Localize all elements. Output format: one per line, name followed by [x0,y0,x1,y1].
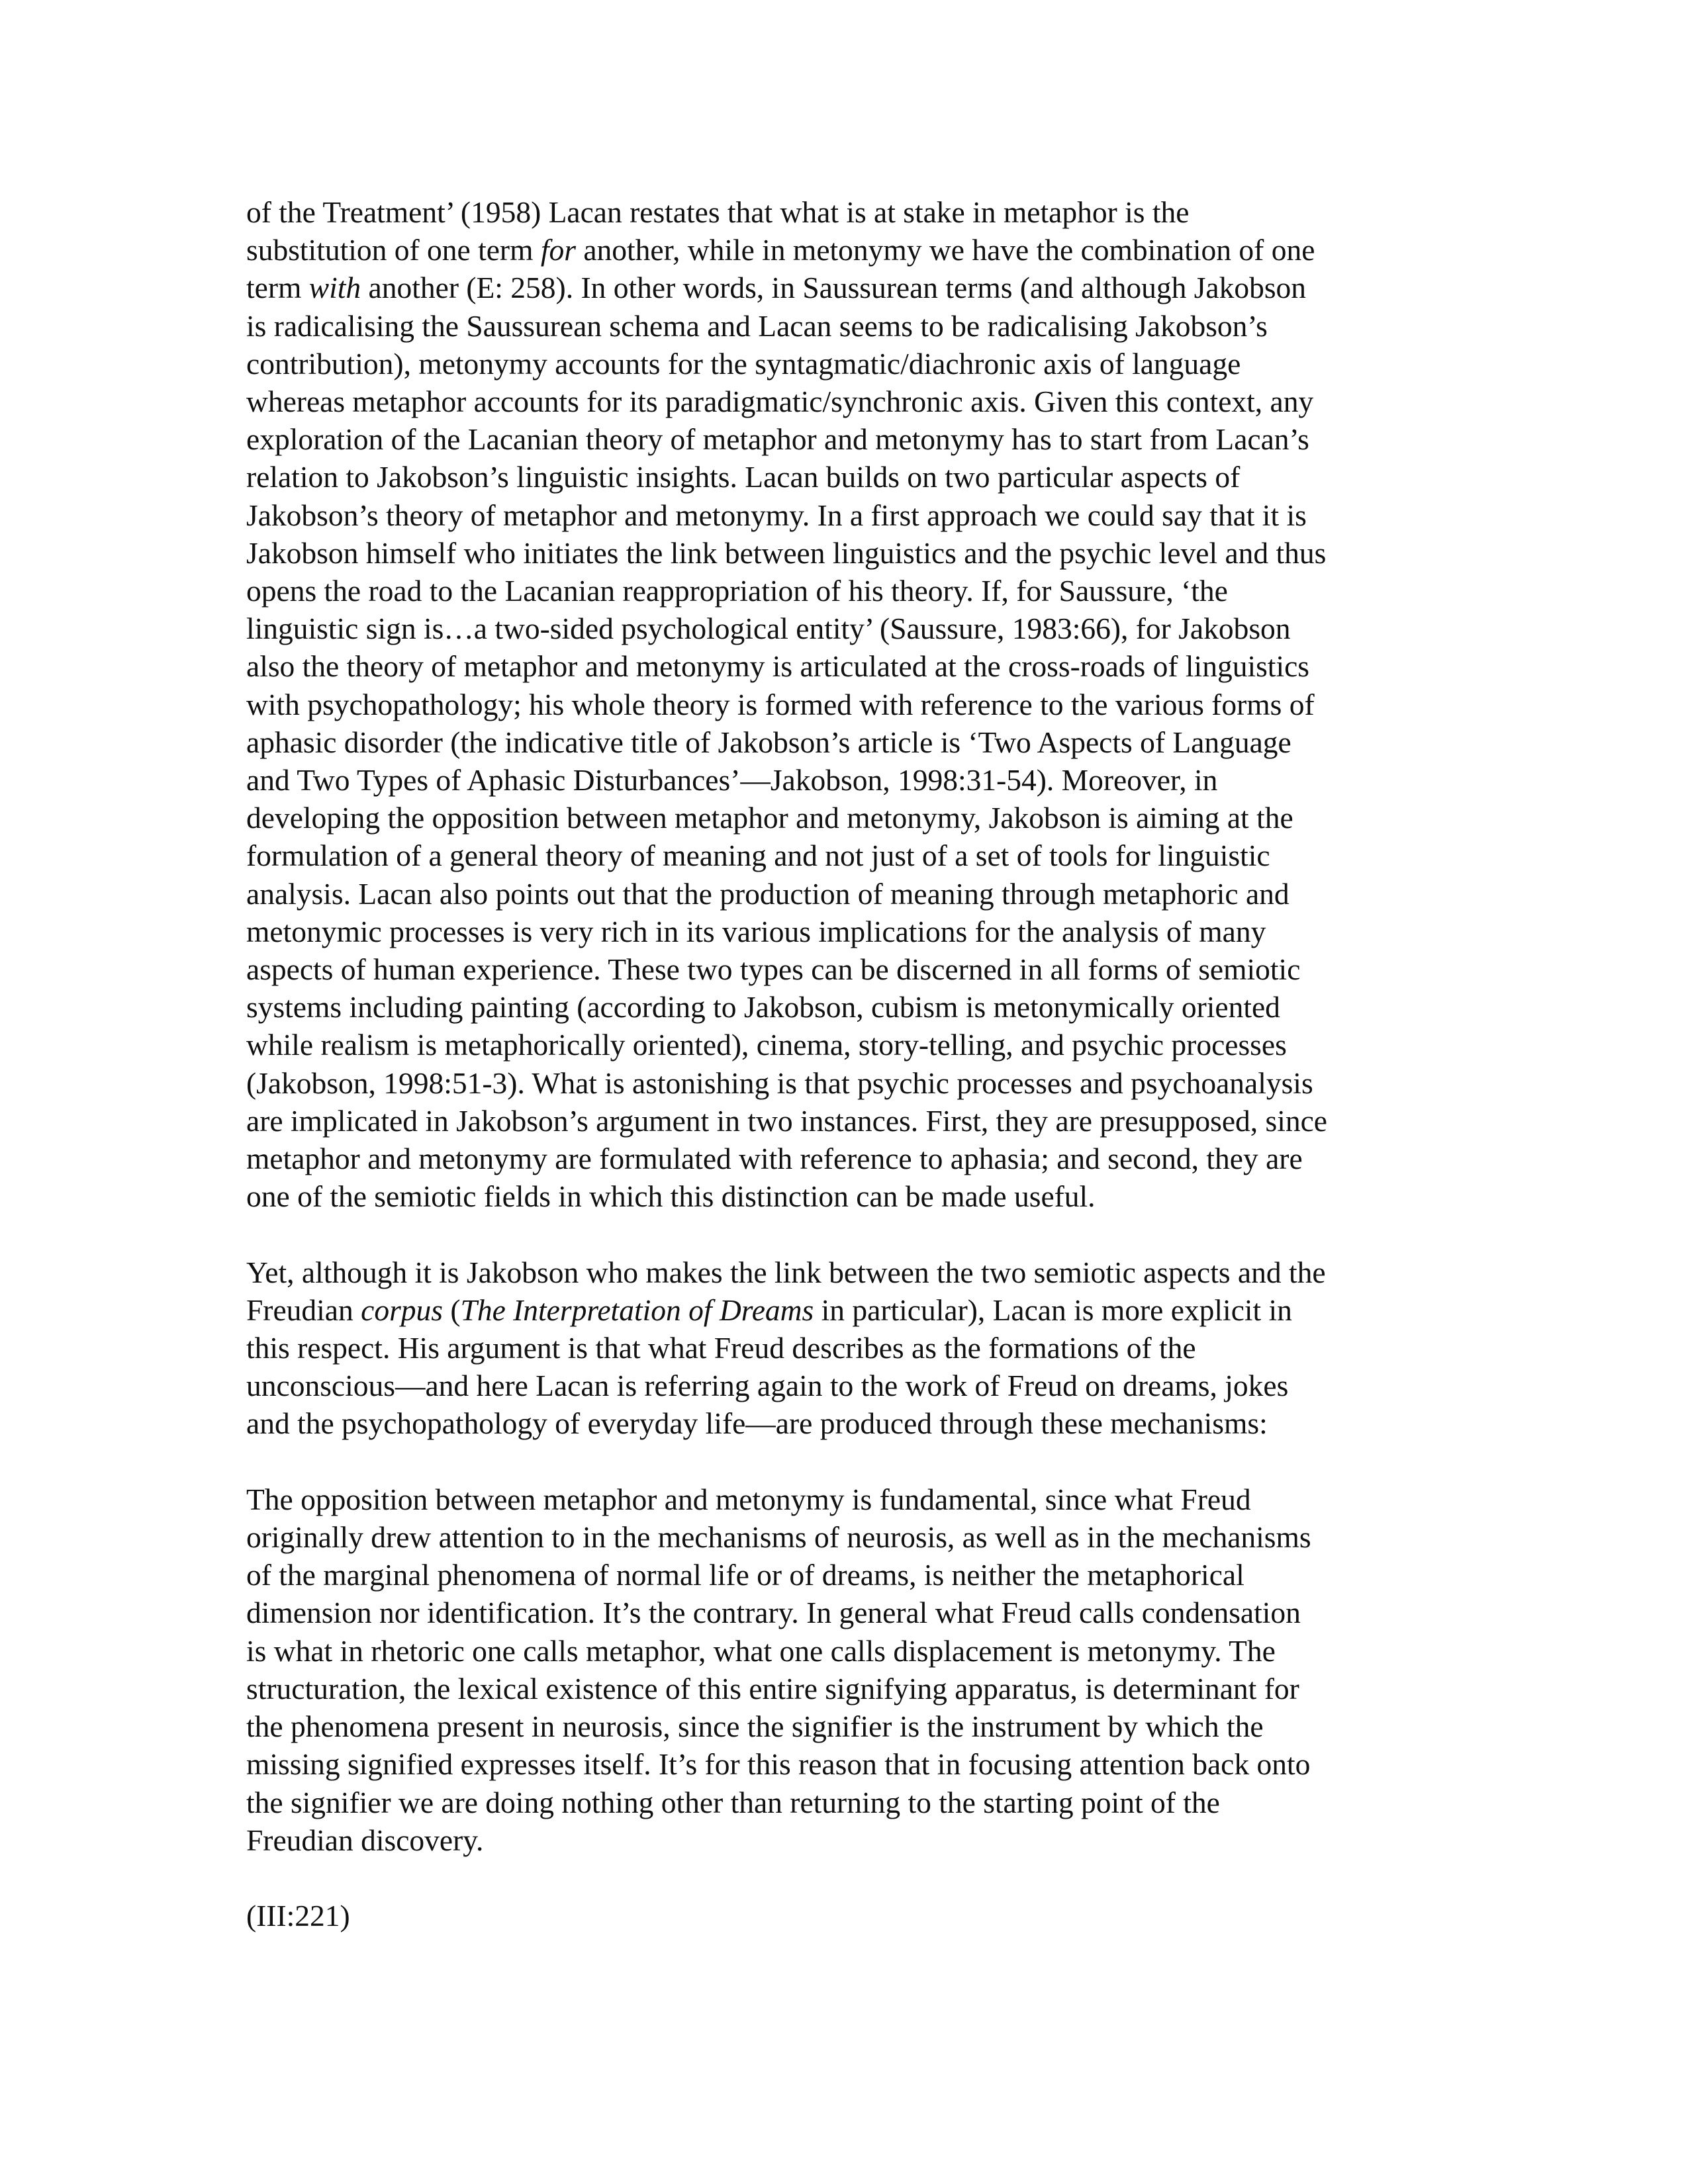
text-run: analysis. Lacan also points out that the production of meaning through metaphoric and [246,876,1289,911]
text-run: Freudian discovery. [246,1823,484,1857]
text-run: is radicalising the Saussurean schema and Lacan seems to be radicalising Jakobson’s [246,308,1268,343]
text-line [246,988,1451,1026]
text-line [246,534,1451,572]
text-line [246,1026,1451,1064]
text-run: The opposition between metaphor and metonymy is fundamental, since what Freud [246,1482,1251,1516]
text-line [246,420,1451,458]
block-quote-lacan [246,1480,1451,1859]
text-line [246,875,1451,913]
text-run: while realism is metaphorically oriented), cinema, story-telling, and psychic processes [246,1028,1287,1062]
text-run: whereas metaphor accounts for its paradigmatic/synchronic axis. Given this context, any [246,385,1314,419]
text-line [246,307,1451,345]
text-run: Freudian [246,1293,361,1327]
italic-text-run: corpus [361,1293,443,1327]
text-run: and Two Types of Aphasic Disturbances’—Jakobson, 1998:31-54). Moreover, in [246,763,1218,797]
text-line [246,1594,1451,1631]
text-run: another (E: 258). In other words, in Saussurean terms (and although Jakobson [361,271,1307,305]
text-run: metaphor and metonymy are formulated with reference to aphasia; and second, they are [246,1142,1303,1176]
text-line [246,1253,1451,1291]
text-line [246,458,1451,496]
text-line [246,1064,1451,1102]
text-line [246,1102,1451,1140]
text-line [246,686,1451,723]
text-run: structuration, the lexical existence of this entire signifying apparatus, is determinant for [246,1671,1299,1706]
text-run: formulation of a general theory of meaning and not just of a set of tools for linguistic [246,839,1270,873]
text-run: substitution of one term [246,233,541,267]
text-run: exploration of the Lacanian theory of metaphor and metonymy has to start from Lacan’s [246,422,1309,457]
italic-text-run: for [540,233,576,267]
text-run: another, while in metonymy we have the combination of one [575,233,1315,267]
text-line [246,1670,1451,1707]
text-line [246,193,1451,231]
paragraph-freudian-corpus [246,1253,1451,1443]
text-run: missing signified expresses itself. It’s for this reason that in focusing attention back onto [246,1747,1311,1782]
text-run: is what in rhetoric one calls metaphor, what one calls displacement is metonymy. The [246,1633,1276,1668]
text-run: originally drew attention to in the mechanisms of neurosis, as well as in the mechanisms [246,1520,1311,1555]
text-run: of the marginal phenomena of normal life or of dreams, is neither the metaphorical [246,1558,1244,1592]
text-run: this respect. His argument is that what Freud describes as the formations of the [246,1331,1196,1365]
text-line [246,572,1451,610]
text-run: and the psychopathology of everyday life—are produced through these mechanisms: [246,1406,1268,1441]
text-run: in particular), Lacan is more explicit in [814,1293,1292,1327]
text-line [246,1707,1451,1745]
text-line [246,799,1451,837]
text-line [246,231,1451,269]
text-run: unconscious—and here Lacan is referring again to the work of Freud on dreams, jokes [246,1369,1289,1403]
text-run: systems including painting (according to Jakobson, cubism is metonymically oriented [246,990,1280,1024]
text-line [246,1745,1451,1783]
text-run: aphasic disorder (the indicative title of Jakobson’s article is ‘Two Aspects of Language [246,725,1291,759]
text-run: with psychopathology; his whole theory is formed with reference to the various forms of [246,687,1315,721]
text-run: dimension nor identification. It’s the contrary. In general what Freud calls condensation [246,1596,1301,1630]
text-run: (III:221) [246,1899,350,1933]
text-run: are implicated in Jakobson’s argument in two instances. First, they are presupposed, since [246,1103,1328,1138]
quote-citation [246,1897,1451,1934]
text-run: of the Treatment’ (1958) Lacan restates that what is at stake in metaphor is the [246,195,1190,229]
text-line [246,1784,1451,1821]
text-line [246,1367,1451,1404]
text-run: the phenomena present in neurosis, since the signifier is the instrument by which the [246,1709,1264,1744]
text-run: also the theory of metaphor and metonymy is articulated at the cross-roads of linguistics [246,649,1309,684]
text-line [246,950,1451,988]
text-run: metonymic processes is very rich in its various implications for the analysis of many [246,914,1266,948]
paragraph-jakobson-lacan [246,193,1451,1215]
text-run: Yet, although it is Jakobson who makes the link between the two semiotic aspects and the [246,1255,1326,1289]
text-line [246,345,1451,383]
text-line [246,1177,1451,1215]
text-run: one of the semiotic fields in which this distinction can be made useful. [246,1179,1096,1214]
text-run: aspects of human experience. These two types can be discerned in all forms of semiotic [246,952,1301,987]
text-line [246,1329,1451,1367]
text-line [246,1518,1451,1556]
text-line [246,496,1451,534]
text-run: (Jakobson, 1998:51-3). What is astonishing is that psychic processes and psychoanalysis [246,1066,1313,1100]
text-line [246,610,1451,647]
text-line [246,1556,1451,1594]
text-run: the signifier we are doing nothing other than returning to the starting point of the [246,1785,1220,1819]
text-line [246,1291,1451,1329]
text-line [246,1897,1451,1934]
text-run: ( [442,1293,461,1327]
text-run: developing the opposition between metaphor and metonymy, Jakobson is aiming at the [246,801,1293,835]
text-run: opens the road to the Lacanian reappropriation of his theory. If, for Saussure, ‘the [246,574,1228,608]
text-line [246,1480,1451,1518]
text-line [246,1140,1451,1177]
text-run: Jakobson himself who initiates the link between linguistics and the psychic level and thus [246,535,1327,570]
body-text [246,193,1451,1972]
text-line [246,761,1451,799]
text-line [246,1821,1451,1859]
text-line [246,383,1451,420]
text-run: contribution), metonymy accounts for the syntagmatic/diachronic axis of language [246,346,1241,381]
text-line [246,647,1451,685]
text-line [246,913,1451,950]
text-line [246,1632,1451,1670]
text-run: Jakobson’s theory of metaphor and metonymy. In a first approach we could say that it is [246,498,1307,532]
text-line [246,723,1451,761]
text-run: linguistic sign is…a two-sided psychological entity’ (Saussure, 1983:66), for Jakobson [246,612,1291,646]
text-line [246,837,1451,874]
text-line [246,1404,1451,1442]
text-line [246,269,1451,306]
italic-text-run: The Interpretation of Dreams [460,1293,814,1327]
text-run: relation to Jakobson’s linguistic insights. Lacan builds on two particular aspects of [246,460,1241,494]
italic-text-run: with [308,271,361,305]
text-run: term [246,271,309,305]
